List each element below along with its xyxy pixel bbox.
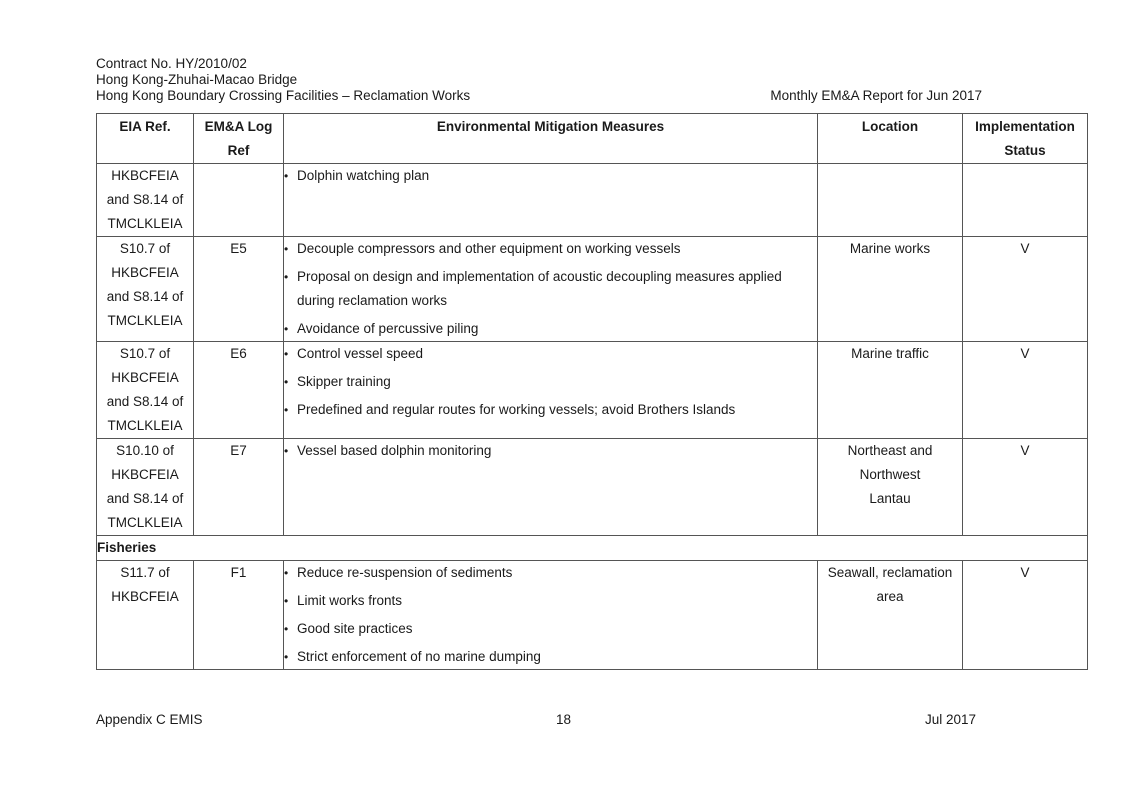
status-cell: V: [963, 561, 1088, 670]
bullet-icon: •: [284, 242, 289, 256]
measures-cell: [284, 561, 818, 670]
bullet-icon: •: [284, 270, 289, 284]
cell-line: Seawall, reclamation: [827, 565, 953, 580]
project-name: Hong Kong-Zhuhai-Macao Bridge: [96, 72, 298, 87]
measures-list: [284, 439, 817, 463]
footer-page-number: 18: [556, 712, 572, 727]
eia-ref-cell: [97, 164, 194, 237]
ema-log-ref-cell: F1: [194, 561, 284, 670]
table-header-row: [97, 114, 1088, 164]
measure-text: Strict enforcement of no marine dumping: [297, 649, 541, 664]
measure-text: Vessel based dolphin monitoring: [297, 443, 492, 458]
bullet-icon: •: [284, 375, 289, 389]
table-row: [97, 164, 1088, 237]
cell-line: HKBCFEIA: [111, 168, 179, 183]
measure-text: Predefined and regular routes for working vessels; avoid Brothers Islands: [297, 402, 736, 417]
status-cell: V: [963, 439, 1088, 536]
bullet-icon: •: [284, 622, 289, 636]
cell-line: and S8.14 of: [106, 289, 184, 304]
list-item: [284, 617, 817, 641]
location-cell: [818, 237, 963, 342]
location-cell: [818, 164, 963, 237]
list-item: [284, 265, 817, 313]
location-cell: [818, 342, 963, 439]
eia-ref-cell: [97, 237, 194, 342]
list-item: [284, 561, 817, 585]
col-header-ema-log-ref: EM&A Log Ref: [194, 114, 284, 164]
list-item: [284, 237, 817, 261]
mitigation-measures-table: [96, 113, 1088, 670]
status-cell: [963, 164, 1088, 237]
col-header-eia-ref: EIA Ref.: [97, 114, 194, 164]
bullet-icon: •: [284, 444, 289, 458]
bullet-icon: •: [284, 347, 289, 361]
contract-number: Contract No. HY/2010/02: [96, 56, 247, 71]
report-title: Monthly EM&A Report for Jun 2017: [770, 88, 982, 103]
cell-line: Marine traffic: [851, 346, 929, 361]
cell-line: TMCLKLEIA: [107, 216, 183, 231]
measure-text: Decouple compressors and other equipment on working vessels: [297, 241, 681, 256]
measures-cell: [284, 342, 818, 439]
eia-ref-cell: [97, 342, 194, 439]
measure-text: Proposal on design and implementation of acoustic decoupling measures applied during reclamation works: [297, 269, 782, 308]
measure-text: Avoidance of percussive piling: [297, 321, 479, 336]
measure-text: Dolphin watching plan: [297, 168, 430, 183]
col-header-location: Location: [818, 114, 963, 164]
ema-log-ref-cell: [194, 164, 284, 237]
table-row: [97, 439, 1088, 536]
measures-cell: [284, 164, 818, 237]
location-cell: [818, 439, 963, 536]
list-item: [284, 370, 817, 394]
status-cell: V: [963, 342, 1088, 439]
list-item: [284, 342, 817, 366]
cell-line: HKBCFEIA: [111, 370, 179, 385]
cell-line: HKBCFEIA: [111, 467, 179, 482]
cell-line: S10.7 of: [119, 346, 171, 361]
measure-text: Skipper training: [297, 374, 391, 389]
cell-line: TMCLKLEIA: [107, 418, 183, 433]
cell-line: Lantau: [869, 491, 911, 506]
list-item: [284, 439, 817, 463]
measures-list: [284, 561, 817, 669]
table-row: [97, 561, 1088, 670]
location-cell: [818, 561, 963, 670]
facility-name: Hong Kong Boundary Crossing Facilities – Reclamation Works: [96, 88, 471, 103]
cell-line: Northeast and: [847, 443, 933, 458]
section-row: [97, 536, 1088, 561]
measures-list: [284, 342, 817, 422]
list-item: [284, 317, 817, 341]
page-footer: [96, 712, 976, 730]
cell-line: TMCLKLEIA: [107, 515, 183, 530]
footer-date: Jul 2017: [924, 712, 976, 727]
cell-line: HKBCFEIA: [111, 265, 179, 280]
measure-text: Limit works fronts: [297, 593, 403, 608]
cell-line: S10.10 of: [116, 443, 174, 458]
table-row: [97, 342, 1088, 439]
page-header: [96, 56, 982, 104]
cell-line: Northwest: [859, 467, 921, 482]
cell-line: area: [876, 589, 904, 604]
cell-line: S10.7 of: [119, 241, 171, 256]
footer-appendix: Appendix C EMIS: [96, 712, 203, 727]
list-item: [284, 398, 817, 422]
cell-line: TMCLKLEIA: [107, 313, 183, 328]
list-item: [284, 645, 817, 669]
measure-text: Control vessel speed: [297, 346, 424, 361]
measures-list: [284, 237, 817, 341]
measures-cell: [284, 237, 818, 342]
cell-line: HKBCFEIA: [111, 589, 179, 604]
cell-line: and S8.14 of: [106, 192, 184, 207]
cell-line: S11.7 of: [120, 565, 170, 580]
eia-ref-cell: [97, 561, 194, 670]
section-title-fisheries: Fisheries: [97, 536, 1088, 561]
bullet-icon: •: [284, 403, 289, 417]
list-item: [284, 164, 817, 188]
col-header-status: Implementation Status: [963, 114, 1088, 164]
bullet-icon: •: [284, 322, 289, 336]
table-row: [97, 237, 1088, 342]
cell-line: and S8.14 of: [106, 491, 184, 506]
ema-log-ref-cell: E7: [194, 439, 284, 536]
measures-list: [284, 164, 817, 188]
status-cell: V: [963, 237, 1088, 342]
col-header-measures: Environmental Mitigation Measures: [284, 114, 818, 164]
measure-text: Reduce re-suspension of sediments: [297, 565, 513, 580]
list-item: [284, 589, 817, 613]
ema-log-ref-cell: E6: [194, 342, 284, 439]
eia-ref-cell: [97, 439, 194, 536]
measure-text: Good site practices: [297, 621, 413, 636]
cell-line: and S8.14 of: [106, 394, 184, 409]
bullet-icon: •: [284, 566, 289, 580]
bullet-icon: •: [284, 169, 289, 183]
cell-line: Marine works: [849, 241, 931, 256]
bullet-icon: •: [284, 594, 289, 608]
measures-cell: [284, 439, 818, 536]
bullet-icon: •: [284, 650, 289, 664]
ema-log-ref-cell: E5: [194, 237, 284, 342]
